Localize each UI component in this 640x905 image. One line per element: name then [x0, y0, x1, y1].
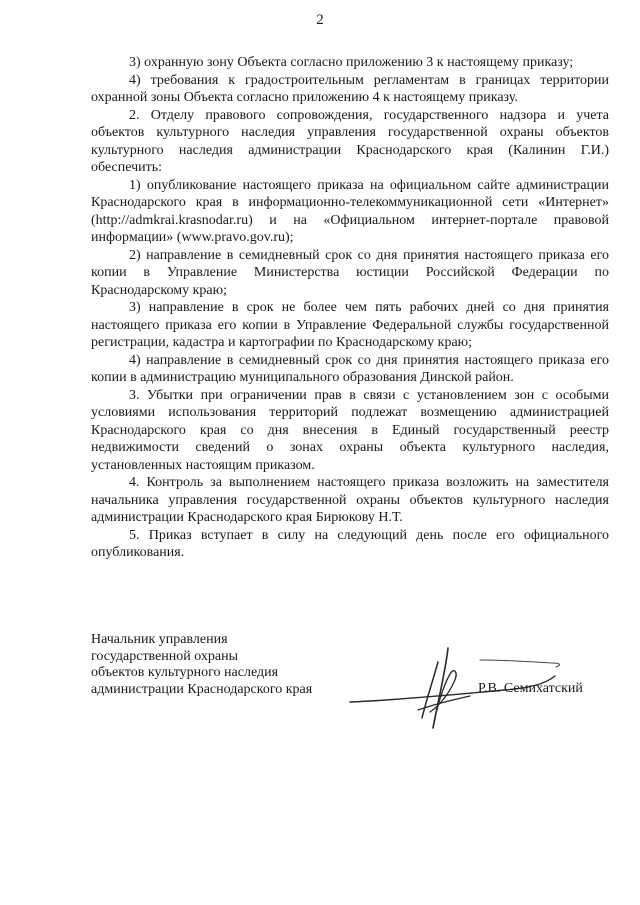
- paragraph-federal-service: 3) направление в срок не более чем пять рабочих дней со дня принятия настоящего приказа его копии в Управление Федеральной службы государственной регистрации, кадастра и картографии по Краснодарскому краю;: [91, 300, 609, 350]
- paragraph-section-3: 3. Убытки при ограничении прав в связи с установлением зон с особыми условиями использования территорий подлежат возмещению администрацией Краснодарского края со дня внесения в Единый государственный реестр недвижимости сведений о зонах охраны объекта культурного наследия, установленных настоящим приказом.: [91, 387, 609, 473]
- signatory-name: Р.В. Семихатский: [478, 681, 583, 696]
- paragraph-ministry-justice: 2) направление в семидневный срок со дня принятия настоящего приказа его копии в Управление Министерства юстиции Российской Федерации по Краснодарскому краю;: [91, 247, 609, 298]
- signatory-title-line: государственной охраны: [91, 648, 239, 664]
- signatory-title: [91, 632, 312, 698]
- document-body: [91, 54, 609, 562]
- page-number: 2: [316, 12, 324, 28]
- signatory-title-line: Начальник управления: [91, 632, 228, 647]
- paragraph-item-3: 3) охранную зону Объекта согласно приложению 3 к настоящему приказу;: [129, 55, 574, 70]
- paragraph-municipality: 4) направление в семидневный срок со дня принятия настоящего приказа его копии в администрацию муниципального образования Динской район.: [91, 352, 609, 385]
- paragraph-section-2: 2. Отделу правового сопровождения, государственного надзора и учета объектов культурного наследия управления государственной охраны объектов культурного наследия администрации Краснодарского края (Калинин Г.И.) обеспечить:: [91, 107, 609, 175]
- paragraph-publication: 1) опубликование настоящего приказа на официальном сайте администрации Краснодарского края в информационно-телекоммуникационной сети «Интернет» (http://admkrai.krasnodar.ru) и на «Официальном интернет-портале правовой информации» (www.pravo.gov.ru);: [91, 177, 609, 245]
- paragraph-item-4: 4) требования к градостроительным регламентам в границах территории охранной зоны Объекта согласно приложению 4 к настоящему приказу.: [91, 72, 609, 105]
- paragraph-section-4: 4. Контроль за выполнением настоящего приказа возложить на заместителя начальника управления государственной охраны объектов культурного наследия администрации Краснодарского края Бирюкову Н.Т.: [91, 475, 609, 525]
- paragraph-section-5: 5. Приказ вступает в силу на следующий день после его официального опубликования.: [91, 527, 609, 560]
- signatory-title-line: объектов культурного наследия: [91, 665, 279, 680]
- signatory-title-line: администрации Краснодарского края: [91, 681, 313, 697]
